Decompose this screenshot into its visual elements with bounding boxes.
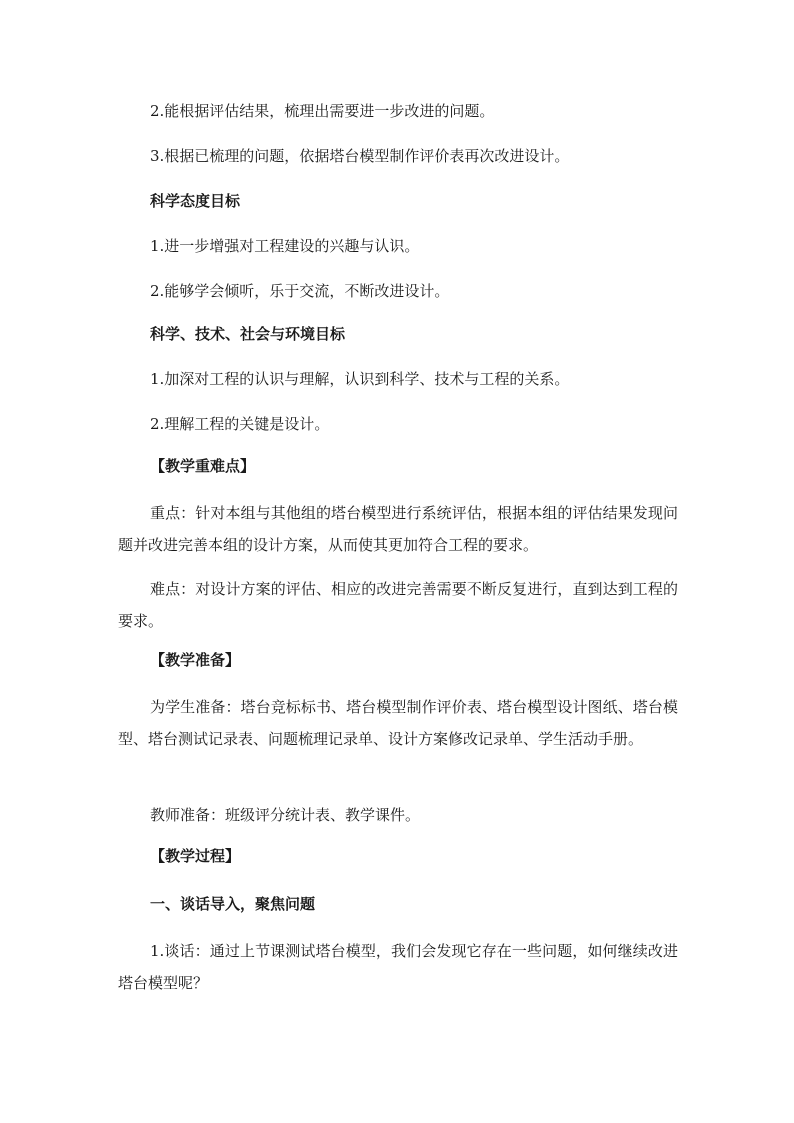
section-1-heading: 一、谈话导入，聚焦问题 — [150, 895, 316, 913]
objective-line-2: 2.能根据评估结果，梳理出需要进一步改进的问题。 — [150, 102, 495, 120]
key-difficult-heading: 【教学重难点】 — [150, 457, 256, 475]
talk-paragraph: 1.谈话：通过上节课测试塔台模型，我们会发现它存在一些问题，如何继续改进塔台模型呢？ — [118, 942, 678, 992]
preparation-heading: 【教学准备】 — [150, 651, 241, 669]
student-preparation-paragraph: 为学生准备：塔台竞标标书、塔台模型制作评价表、塔台模型设计图纸、塔台模型、塔台测试记录表、问题梳理记录单、设计方案修改记录单、学生活动手册。 — [118, 698, 678, 748]
attitude-line-1: 1.进一步增强对工程建设的兴趣与认识。 — [150, 237, 420, 255]
sts-line-1: 1.加深对工程的认识与理解，认识到科学、技术与工程的关系。 — [150, 370, 570, 388]
teacher-preparation-paragraph: 教师准备：班级评分统计表、教学课件。 — [150, 806, 421, 824]
sts-line-2: 2.理解工程的关键是设计。 — [150, 415, 330, 433]
attitude-line-2: 2.能够学会倾听，乐于交流，不断改进设计。 — [150, 282, 450, 300]
difficult-point-paragraph: 难点：对设计方案的评估、相应的改进完善需要不断反复进行，直到达到工程的要求。 — [118, 580, 678, 630]
process-heading: 【教学过程】 — [150, 847, 241, 865]
objective-line-3: 3.根据已梳理的问题，依据塔台模型制作评价表再次改进设计。 — [150, 147, 570, 165]
sts-heading: 科学、技术、社会与环境目标 — [150, 325, 346, 343]
science-attitude-heading: 科学态度目标 — [150, 192, 241, 210]
key-point-paragraph: 重点：针对本组与其他组的塔台模型进行系统评估，根据本组的评估结果发现问题并改进完善本组的设计方案，从而使其更加符合工程的要求。 — [118, 504, 678, 554]
